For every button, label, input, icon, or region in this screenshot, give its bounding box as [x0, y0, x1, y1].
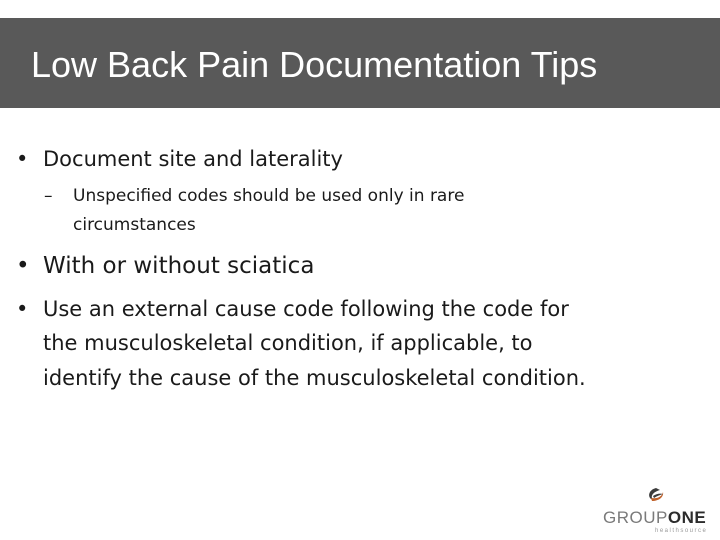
slide-title: Low Back Pain Documentation Tips: [31, 44, 598, 85]
sub-bullet-line-1: Unspecified codes should be used only in rare: [73, 186, 465, 206]
sub-bullet-marker: –: [44, 186, 53, 206]
logo-word-group: GROUP: [603, 508, 668, 527]
bullet-line-external-cause-3: identify the cause of the musculoskeletal condition.: [43, 366, 586, 390]
sub-bullet-line-2: circumstances: [73, 215, 196, 235]
bullet-line-external-cause-2: the musculoskeletal condition, if applicable, to: [43, 331, 533, 355]
bullet-marker: •: [16, 253, 30, 279]
logo-tagline: healthsource: [655, 528, 708, 534]
logo-wordmark: [603, 508, 706, 528]
logo-word-one: ONE: [667, 508, 707, 527]
bullet-text-site-laterality: Document site and laterality: [43, 147, 343, 171]
bullet-text-sciatica: With or without sciatica: [43, 253, 315, 279]
bullet-marker: •: [16, 147, 29, 171]
bullet-marker: •: [16, 297, 29, 321]
bullet-line-external-cause-1: Use an external cause code following the code for: [43, 297, 569, 321]
